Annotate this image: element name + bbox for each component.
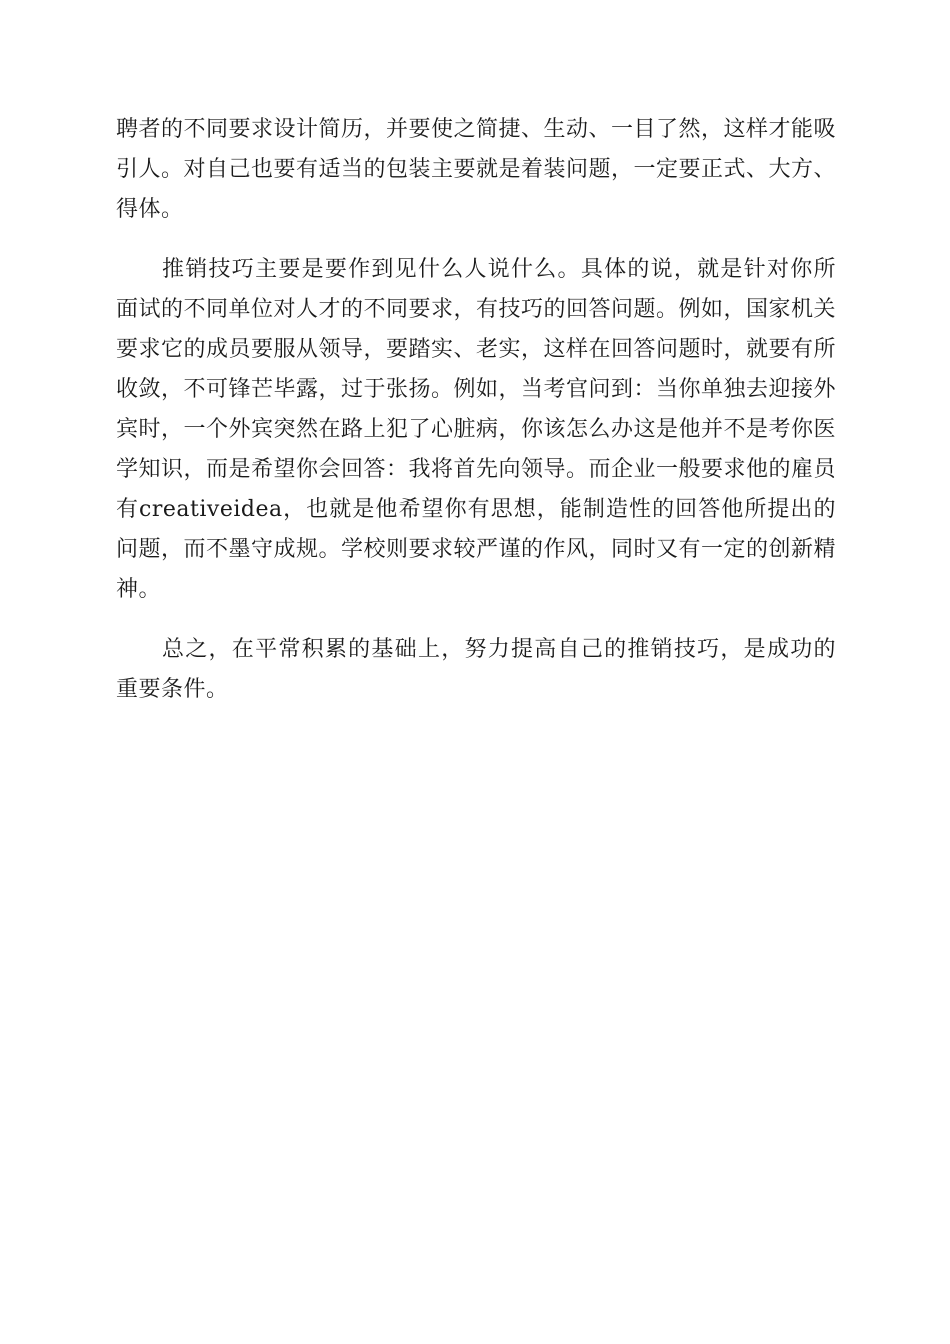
- paragraph-selling-skills: 推销技巧主要是要作到见什么人说什么。具体的说，就是针对你所面试的不同单位对人才的不同要求，有技巧的回答问题。例如，国家机关要求它的成员要服从领导，要踏实、老实，这样在回答问题时，就要有所收敛，不可锋芒毕露，过于张扬。例如，当考官问到：当你单独去迎接外宾时，一个外宾突然在路上犯了心脏病，你该怎么办这是他并不是考你医学知识，而是希望你会回答：我将首先向领导。而企业一般要求他的雇员有creativeidea，也就是他希望你有思想，能制造性的回答他所提出的问题，而不墨守成规。学校则要求较严谨的作风，同时又有一定的创新精神。: [116, 257, 837, 602]
- paragraph-resume-presentation: 聘者的不同要求设计简历，并要使之简捷、生动、一目了然，这样才能吸引人。对自己也要有适当的包装主要就是着装问题，一定要正式、大方、得体。: [116, 117, 837, 222]
- paragraph-conclusion: 总之，在平常积累的基础上，努力提高自己的推销技巧，是成功的重要条件。: [116, 637, 836, 702]
- document-body: [116, 110, 836, 730]
